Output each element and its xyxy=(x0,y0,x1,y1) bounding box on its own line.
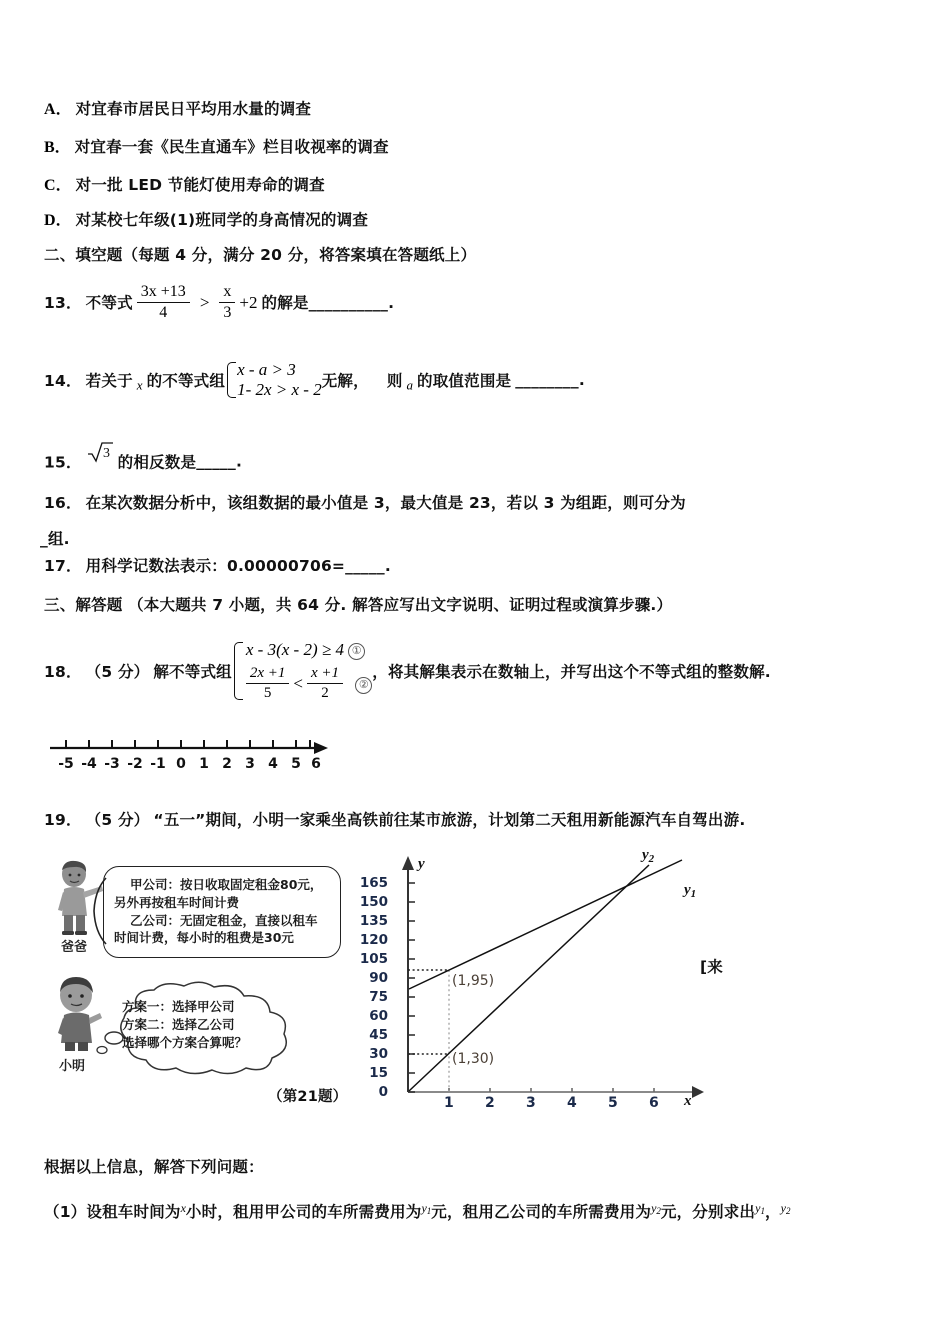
q15-tail: 的相反数是 xyxy=(117,453,197,472)
q14-inequality-2: 1- 2x > x - 2 xyxy=(237,380,322,399)
choice-row-d: D． 对某校七年级(1)班同学的身高情况的调查 xyxy=(44,211,369,229)
q14-variable: x xyxy=(136,377,143,393)
q13-frac-denominator: 4 xyxy=(159,303,168,321)
q18-row-2 xyxy=(246,665,372,702)
q18-lead: 解不等式组 xyxy=(153,662,232,681)
number-line-tick-label: -2 xyxy=(127,756,143,772)
bubble-line-2: 另外再按租车时间计费 xyxy=(114,894,240,910)
q15-answer-blank: _____ xyxy=(196,452,236,471)
q15-number: 15． xyxy=(44,453,82,472)
y-axis-arrow xyxy=(402,856,414,870)
number-line-tick-label: 6 xyxy=(311,756,321,772)
subq1-var-y1: y1 xyxy=(421,1201,432,1216)
x-axis-arrow xyxy=(692,1086,704,1098)
q16-text-line-2: _组. xyxy=(40,530,70,548)
y-tick-label-30: 30 xyxy=(369,1046,388,1062)
number-line-tick-label: -4 xyxy=(81,756,97,772)
bubble-line-4: 时间计费，每小时的租费是30元 xyxy=(114,930,294,946)
cloud-bubble-tiny xyxy=(97,1047,107,1054)
figure-caption: （第21题） xyxy=(268,1089,348,1105)
question-14: 14． 若关于 $_x$ 的不等式组 x - a > 3 1- 2x > x - 2 无解， 则 $_a$ 的取值范围是 ________. xyxy=(44,360,585,399)
subq1-var-x: x xyxy=(180,1201,186,1215)
bubble-line-3: 乙公司：无固定租金，直接以租车 xyxy=(130,912,318,928)
after-figure-lead: 根据以上信息，解答下列问题： xyxy=(44,1158,264,1176)
fraction-bar xyxy=(137,302,190,303)
thought-cloud-text xyxy=(122,998,247,1052)
y-tick-label-60: 60 xyxy=(369,1008,388,1024)
q13-tail: 的解是 xyxy=(261,294,309,313)
speech-bubble-company-info xyxy=(103,866,341,958)
cost-comparison-graph xyxy=(352,848,712,1115)
svg-text:3: 3 xyxy=(102,446,110,461)
q16-text-line-1: 在某次数据分析中，该组数据的最小值是 3，最大值是 23，若以 3 为组距，则可分为 xyxy=(85,494,686,512)
x-tick-label-4: 4 xyxy=(567,1095,577,1111)
number-line-ticks xyxy=(66,740,310,748)
speech-bubble-tail xyxy=(92,876,108,946)
q14-variable-a: a xyxy=(406,377,414,393)
q18-mark-2: ② xyxy=(355,677,372,694)
choice-text-c: 对一批 LED 节能灯使用寿命的调查 xyxy=(75,176,325,194)
subq1-var-y2-repeat: y2 xyxy=(780,1201,791,1216)
section-heading-solution-questions: 三、解答题 （本大题共 7 小题，共 64 分. 解答应写出文字说明、证明过程或演算步骤.） xyxy=(44,596,673,614)
q17-answer-blank: _____ xyxy=(345,557,385,575)
annotation-point-1-30: (1,30) xyxy=(452,1051,495,1067)
q14-system-brace xyxy=(225,360,322,400)
number-line-diagram xyxy=(44,726,334,783)
q18-frac2-numerator: x +1 xyxy=(311,665,340,681)
y-tick-label-15: 15 xyxy=(369,1065,388,1081)
number-line-labels xyxy=(58,756,321,772)
choice-letter-a: A xyxy=(44,101,56,118)
number-line-tick-label: -5 xyxy=(58,756,74,772)
q18-inequality-1: x - 3(x - 2) ≥ 4 xyxy=(245,640,344,659)
xiaoming-label: 小明 xyxy=(58,1059,85,1074)
number-line-tick-label: -1 xyxy=(150,756,166,772)
number-line-arrow xyxy=(314,742,328,754)
q14-inequality-1: x - a > 3 xyxy=(237,360,296,379)
y-tick-label-120: 120 xyxy=(359,932,388,948)
fraction-bar xyxy=(219,302,235,303)
q13-relation: > xyxy=(199,293,210,313)
x-tick-label-3: 3 xyxy=(526,1095,536,1111)
y-tick-label-165: 165 xyxy=(359,875,388,891)
cloud-line-2: 方案二：选择乙公司 xyxy=(122,1017,235,1033)
q13-frac2-denominator: 3 xyxy=(223,303,232,321)
subq1-comma: ， xyxy=(764,1203,781,1221)
radical-icon xyxy=(86,440,114,464)
father-label: 爸爸 xyxy=(60,940,87,955)
q19-number: 19． xyxy=(44,811,82,829)
q18-fraction-left xyxy=(246,665,290,702)
side-note-marker: [来 xyxy=(700,958,723,976)
choice-letter-b: B xyxy=(44,139,55,156)
q17-number: 17． xyxy=(44,557,82,575)
q18-score: （5 分） xyxy=(85,662,150,681)
number-line-svg xyxy=(44,726,334,778)
choice-row-b: B． 对宜春一套《民生直通车》栏目收视率的调查 xyxy=(44,138,389,156)
y-tick-label-105: 105 xyxy=(359,951,388,967)
q19-text: “五一”期间，小明一家乘坐高铁前往某市旅游，计划第二天租用新能源汽车自驾出游. xyxy=(153,811,746,829)
curve-label-y2: $y_2$ xyxy=(642,847,655,865)
q18-fraction-right xyxy=(307,665,343,702)
q15-square-root xyxy=(86,440,114,469)
subq1-text-b: 小时，租用甲公司的车所需费用为 xyxy=(185,1203,422,1221)
x-axis-name: x xyxy=(684,1093,692,1109)
subq1-text-c: 元，租用乙公司的车所需费用为 xyxy=(431,1203,652,1221)
subq1-var-y2: y2 xyxy=(651,1201,661,1216)
sub-question-1 xyxy=(44,1200,790,1222)
series-line-y1 xyxy=(409,860,682,989)
question-13: 13． 不等式 $\frac{3x +13}{4}$ > $\frac{x}{3}$ +2 的解是__________. xyxy=(44,283,395,321)
number-line-tick-label: 5 xyxy=(291,756,301,772)
choice-text-d: 对某校七年级(1)班同学的身高情况的调查 xyxy=(75,211,369,229)
y-tick-label-150: 150 xyxy=(359,894,388,910)
q19-score: （5 分） xyxy=(85,811,150,829)
question-16-line-1 xyxy=(44,491,686,513)
question-15: 15． 3 的相反数是_____. xyxy=(44,440,242,472)
x-tick-label-6: 6 xyxy=(649,1095,659,1111)
q13-plus-two: +2 xyxy=(239,293,258,313)
subq1-number: （1） xyxy=(44,1203,87,1221)
y-tick-label-90: 90 xyxy=(369,970,388,986)
q14-mid: 的不等式组 xyxy=(146,372,226,390)
q13-frac2-numerator: x xyxy=(223,283,232,300)
q13-fraction-left xyxy=(137,283,190,322)
x-tick-label-2: 2 xyxy=(485,1095,495,1111)
annotation-point-1-95: (1,95) xyxy=(452,973,495,989)
q18-number: 18． xyxy=(44,662,82,681)
y-tick-label-75: 75 xyxy=(369,989,388,1005)
cloud-line-1: 方案一：选择甲公司 xyxy=(122,999,235,1014)
q14-number: 14． xyxy=(44,372,82,390)
question-19 xyxy=(44,808,745,830)
q13-answer-blank: __________ xyxy=(308,294,389,313)
q18-frac2-denominator: 2 xyxy=(321,684,329,701)
number-line-tick-label: 4 xyxy=(268,756,278,772)
question-17: 17． 用科学记数法表示：0.00000706=_____. xyxy=(44,557,391,575)
subq1-text-a: 设租车时间为 xyxy=(86,1203,181,1221)
x-tick-label-1: 1 xyxy=(444,1095,454,1111)
fraction-bar xyxy=(246,683,290,684)
q14-then: 则 xyxy=(386,372,403,390)
q18-system-brace xyxy=(232,640,372,702)
choice-row-c: C． 对一批 LED 节能灯使用寿命的调查 xyxy=(44,176,325,194)
bubble-line-1: 甲公司：按日收取固定租金80元， xyxy=(130,877,323,892)
curve-label-y1: $y_1$ xyxy=(684,882,697,900)
y-axis-name: y xyxy=(418,856,425,872)
number-line-tick-label: 0 xyxy=(176,756,186,772)
q17-text: 用科学记数法表示：0.00000706= xyxy=(85,557,346,575)
q14-tail: 的取值范围是 xyxy=(417,372,512,390)
question-18 xyxy=(44,640,771,702)
q18-frac1-denominator: 5 xyxy=(263,684,272,701)
x-tick-label-5: 5 xyxy=(608,1095,618,1111)
cloud-bubble-small xyxy=(105,1032,123,1044)
section-heading-fill-in-blank: 二、填空题（每题 4 分，满分 20 分，将答案填在答题纸上） xyxy=(44,246,477,264)
q14-after: 无解， xyxy=(321,372,369,390)
number-line-tick-label: 1 xyxy=(199,756,209,772)
choice-text-a: 对宜春市居民日平均用水量的调查 xyxy=(75,100,312,118)
q14-lead: 若关于 xyxy=(85,372,133,390)
q18-relation: < xyxy=(293,673,303,693)
q18-tail: ，将其解集表示在数轴上，并写出这个不等式组的整数解. xyxy=(372,662,771,681)
q16-number: 16． xyxy=(44,494,82,512)
series-line-y2 xyxy=(409,865,649,1091)
choice-row-a: A． 对宜春市居民日平均用水量的调查 xyxy=(44,100,312,118)
q18-mark-1: ① xyxy=(348,643,365,660)
y-tick-label-135: 135 xyxy=(359,913,388,929)
y-tick-label-0: 0 xyxy=(378,1084,388,1100)
choice-letter-d: D xyxy=(44,212,56,229)
q18-row-1 xyxy=(246,640,372,665)
choice-letter-c: C xyxy=(44,177,56,194)
subq1-var-y1-repeat: y1 xyxy=(755,1201,765,1216)
fraction-bar xyxy=(307,683,343,684)
graph-svg xyxy=(352,848,712,1110)
q13-lead: 不等式 xyxy=(85,294,133,313)
number-line-tick-label: 2 xyxy=(222,756,232,772)
number-line-tick-label: -3 xyxy=(104,756,120,772)
cloud-line-3: 选择哪个方案合算呢？ xyxy=(122,1035,248,1051)
choice-text-b: 对宜春一套《民生直通车》栏目收视率的调查 xyxy=(74,138,389,156)
q14-answer-blank: ________ xyxy=(515,371,579,389)
q13-number: 13． xyxy=(44,294,82,313)
subq1-text-d: 元，分别求出 xyxy=(660,1203,756,1221)
q13-frac-numerator: 3x +13 xyxy=(140,283,186,300)
number-line-tick-label: 3 xyxy=(245,756,255,772)
q13-fraction-right xyxy=(219,283,235,322)
q18-frac1-numerator: 2x +1 xyxy=(249,665,286,681)
y-tick-label-45: 45 xyxy=(369,1027,388,1043)
